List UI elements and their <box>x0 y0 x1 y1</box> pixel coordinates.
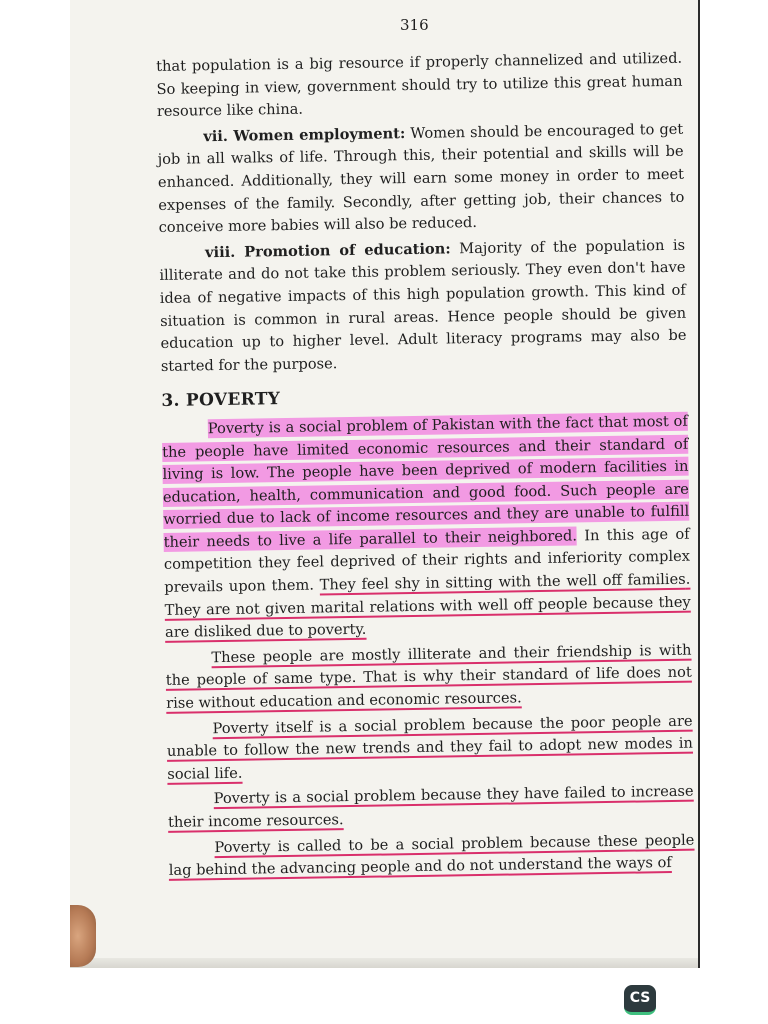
point-heading-women-employment: vii. Women employment: <box>203 124 406 146</box>
paragraph-poverty-trends: Poverty itself is a social problem because the poor people are unable to follow the new trends and they fail to adopt new modes in social life. <box>166 712 693 783</box>
thumb-image <box>70 905 96 967</box>
paragraph-poverty-illiterate: These people are mostly illiterate and their friendship is with the people of same type. That is why their standard of life does not rise without education and economic resources. <box>165 641 692 712</box>
scanned-page <box>70 0 700 968</box>
paragraph-women-employment <box>157 119 685 240</box>
section-heading-poverty: 3. POVERTY <box>161 389 281 412</box>
paragraph-poverty-income: Poverty is a social problem because they have failed to increase their income resources. <box>167 783 694 831</box>
underlined-text-end: . They are not given marital relations with well off people because they are disliked due to poverty. <box>164 570 691 642</box>
page-content <box>156 48 695 883</box>
point-text-promotion-education: Majority of the population is illiterate and do not take this problem seriously. They even don't have idea of negative impacts of this high population growth. This kind of situation is common in rural areas. Hence people should be given education up to higher level. Adult literacy programs may also be started for the purpose. <box>159 236 687 375</box>
highlighted-text: Poverty is a social problem of Pakistan with the fact that most of the people have limited economic resources and their standard of living is low. The people have been deprived of modern facilities in education, health, communication and good food. Such people are worried due to lack of income resources and they are unable to fulfill their needs to live a life parallel to their neighbored. <box>162 412 690 551</box>
page-bottom-shadow <box>70 958 698 968</box>
paragraph-population-resource: that population is a big resource if properly channelized and utilized. So keeping in view, government should try to utilize this great human resource like china. <box>156 49 683 121</box>
point-heading-promotion-education: viii. Promotion of education: <box>204 240 451 262</box>
paragraph-promotion-education <box>159 234 687 378</box>
camscanner-logo-icon: CS <box>624 985 656 1015</box>
underlined-text: They feel shy in sitting with the well off families <box>319 570 686 594</box>
paragraph-poverty-lag-behind: Poverty is called to be a social problem because these people lag behind the advancing people and do not understand the ways of <box>168 831 695 880</box>
point-text-women-employment: Women should be encouraged to get job in all walks of life. Through this, their potential and skills will be enhanced. Additionally, they will earn some money in order to meet expenses of the family. Secondly, after getting job, their chances to conceive more babies will also be reduced. <box>157 120 685 237</box>
paragraph-poverty-definition <box>162 411 691 645</box>
page-number: 316 <box>400 16 429 34</box>
plain-text: In this age of competition they feel deprived of their rights and inferiority complex prevails upon them. <box>163 525 691 596</box>
